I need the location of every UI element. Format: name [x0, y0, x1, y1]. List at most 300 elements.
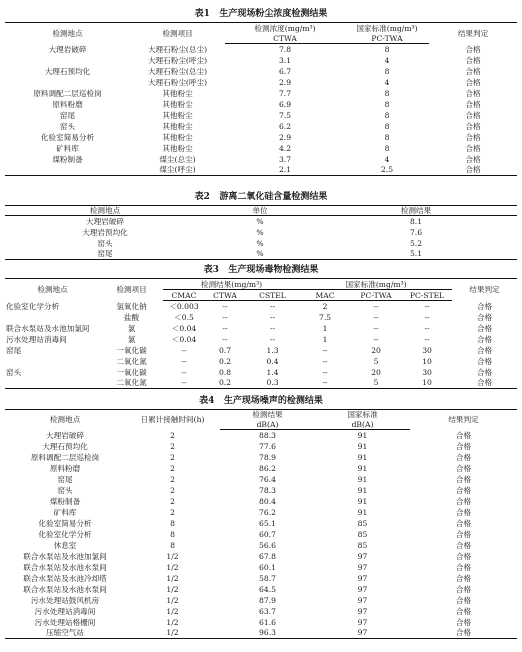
cell-std: 97 — [315, 628, 410, 639]
table-row — [5, 452, 517, 463]
cell-item: 其他粉尘 — [162, 121, 193, 131]
cell-location: 压缩空气站 — [5, 628, 125, 639]
cell-hours: 1/2 — [166, 606, 179, 616]
table-row — [5, 606, 517, 617]
cell-location: 窑尾 — [6, 345, 22, 355]
cell-ctwa: 6.2 — [278, 121, 292, 131]
cell-verdict: 合格 — [455, 529, 472, 539]
t1-header-location: 检测地点 — [5, 23, 130, 44]
cell-verdict: 合格 — [455, 540, 472, 550]
cell-result: 87.9 — [259, 595, 276, 605]
cell-ctwa: 7.5 — [278, 110, 292, 120]
cell-result: 60.1 — [259, 562, 276, 572]
cell-cstel: 0.3 — [245, 378, 300, 389]
cell-location — [5, 356, 100, 367]
table-row — [5, 518, 517, 529]
t4-header-std: 国家标准 — [315, 410, 410, 420]
cell-hours: 2 — [170, 474, 175, 484]
cell-unit: % — [256, 227, 264, 237]
cell-verdict: 合格 — [455, 584, 472, 594]
cell-hours: 2 — [170, 507, 175, 517]
cell-result: 80.4 — [259, 496, 276, 506]
cell-pctwa: -- — [373, 312, 379, 322]
cell-verdict: 合格 — [465, 88, 481, 98]
cell-verdict: 合格 — [455, 507, 472, 517]
cell-std: 97 — [357, 551, 368, 561]
table-row — [5, 88, 517, 99]
t4-header-location: 检测地点 — [5, 410, 125, 430]
cell-item: 煤尘(呼尘) — [130, 165, 225, 176]
table-row — [5, 227, 517, 238]
table4-noise — [5, 409, 517, 639]
cell-verdict: 合格 — [455, 518, 472, 528]
cell-ctwa: 7.8 — [278, 44, 292, 54]
cell-result: 63.7 — [259, 606, 276, 616]
cell-item: 其他粉尘 — [162, 132, 193, 142]
cell-ctwa: 3.1 — [278, 55, 292, 65]
cell-verdict: 合格 — [455, 441, 472, 451]
cell-std: 97 — [357, 573, 368, 583]
cell-location: 联合水泵站及水池冷却塔 — [23, 573, 107, 583]
table-row — [5, 345, 517, 356]
cell-location: 矿料库 — [53, 507, 77, 517]
cell-location: 大理岩破碎 — [86, 216, 124, 226]
cell-mac: -- — [322, 356, 328, 366]
cell-std: 91 — [357, 463, 368, 473]
table-row — [5, 628, 517, 639]
cell-std: 97 — [357, 584, 368, 594]
cell-verdict: 合格 — [465, 77, 481, 87]
table-row — [5, 55, 517, 66]
t3-header-pctwa: PC-TWA — [350, 290, 402, 301]
cell-result: 58.7 — [259, 573, 276, 583]
t3-header-cstel: CSTEL — [245, 290, 300, 301]
table-row — [5, 378, 517, 389]
table-row — [5, 77, 517, 88]
cell-ctwa: 0.7 — [218, 345, 232, 355]
cell-verdict: 合格 — [465, 121, 481, 131]
cell-result: 76.4 — [259, 474, 276, 484]
t4-header-hours: 日累计接触时间(h) — [125, 410, 220, 430]
cell-hours: 8 — [170, 529, 175, 539]
cell-pctwa: 8 — [384, 88, 390, 98]
cell-item: 煤尘(总尘) — [159, 154, 196, 164]
cell-result: 78.9 — [259, 452, 276, 462]
cell-verdict: 合格 — [455, 606, 472, 616]
cell-pctwa: 8 — [384, 99, 390, 109]
cell-ctwa: 0.2 — [218, 356, 232, 366]
cell-result: 77.6 — [259, 441, 276, 451]
cell-location: 休息室 — [53, 540, 77, 550]
table-row — [5, 584, 517, 595]
cell-hours: 2 — [170, 463, 175, 473]
cell-location — [5, 312, 100, 323]
cell-mac: -- — [322, 345, 328, 355]
cell-pctwa: 4 — [384, 154, 390, 164]
cell-location: 化验室简易分析 — [40, 132, 95, 142]
cell-cstel: -- — [269, 312, 276, 322]
t3-header-pcstel: PC-STEL — [402, 290, 452, 301]
cell-unit: % — [205, 249, 315, 260]
table-row — [5, 617, 517, 628]
cell-result: 7.6 — [409, 227, 423, 237]
cell-ctwa: 0.2 — [205, 378, 245, 389]
table3-body — [5, 301, 517, 389]
t3-header-cmac: CMAC — [163, 290, 205, 301]
cell-item: 一氧化碳 — [116, 367, 147, 377]
table-row — [5, 595, 517, 606]
cell-result: 96.3 — [220, 628, 315, 639]
table3-toxic-substances — [5, 278, 517, 389]
cell-verdict: 合格 — [452, 378, 517, 389]
cell-verdict: 合格 — [476, 312, 493, 322]
cell-item: 大理石粉尘(总尘) — [147, 66, 208, 76]
table2-body — [5, 216, 517, 260]
cell-mac: -- — [300, 378, 350, 389]
table-row — [5, 312, 517, 323]
t1-header-ctwa: CTWA — [225, 34, 345, 44]
cell-hours: 2 — [170, 430, 175, 440]
table-row — [5, 573, 517, 584]
cell-hours: 1/2 — [166, 584, 179, 594]
cell-location: 大理石预均化 — [42, 441, 88, 451]
cell-ctwa: -- — [222, 334, 228, 344]
cell-location: 联合水泵站及水池加氯间 — [23, 551, 107, 561]
cell-location: 窑尾 — [59, 110, 76, 120]
cell-std: 91 — [357, 474, 368, 484]
cell-item: 二氧化氮 — [100, 378, 163, 389]
table3-caption: 表3 生产现场毒物检测结果 — [203, 265, 319, 275]
cell-ctwa: -- — [222, 323, 228, 333]
cell-std: 91 — [357, 430, 368, 440]
cell-std: 97 — [357, 617, 368, 627]
cell-verdict: 合格 — [455, 463, 472, 473]
cell-unit: % — [256, 216, 264, 226]
cell-item: 其他粉尘 — [162, 88, 193, 98]
cell-ctwa: 2.9 — [278, 77, 292, 87]
cell-result: 5.1 — [315, 249, 517, 260]
cell-item: 大理石粉尘(总尘) — [147, 44, 208, 54]
cell-cstel: 1.3 — [266, 345, 279, 355]
cell-location: 原料粉磨 — [49, 463, 81, 473]
cell-location: 矿料库 — [56, 143, 79, 153]
cell-std: 91 — [357, 441, 368, 451]
cell-cmac: ＜0.04 — [171, 323, 197, 333]
table-row — [5, 463, 517, 474]
cell-location — [5, 165, 130, 176]
cell-mac: 1 — [322, 334, 328, 344]
cell-std: 85 — [357, 518, 368, 528]
cell-location — [5, 378, 100, 389]
table-row — [5, 44, 517, 55]
table-row — [5, 507, 517, 518]
cell-location: 联合水泵站及水池水泵间 — [23, 562, 107, 572]
t1-header-std: 国家标准(mg/m³) — [345, 23, 429, 34]
t3-header-std-group: 国家标准(mg/m³) — [300, 279, 452, 290]
cell-std: 91 — [357, 496, 368, 506]
t3-header-result-group: 检测结果(mg/m³) — [163, 279, 300, 290]
cell-cmac: -- — [163, 378, 205, 389]
cell-verdict: 合格 — [476, 323, 493, 333]
cell-std: 85 — [357, 540, 368, 550]
cell-location: 大理岩预均化 — [82, 227, 128, 237]
t1-header-pctwa: PC-TWA — [345, 34, 429, 44]
cell-location — [5, 77, 130, 88]
cell-verdict: 合格 — [465, 110, 481, 120]
cell-hours: 1/2 — [166, 551, 179, 561]
cell-location: 窑尾 — [57, 474, 73, 484]
cell-result: 64.5 — [259, 584, 276, 594]
cell-verdict: 合格 — [476, 301, 493, 311]
cell-item: 盐酸 — [123, 312, 140, 322]
cell-result: 60.7 — [259, 529, 276, 539]
cell-location: 化验室化学分析 — [38, 529, 92, 539]
cell-ctwa: 7.7 — [278, 88, 292, 98]
cell-location: 窑头 — [97, 238, 113, 248]
cell-verdict: 合格 — [476, 345, 493, 355]
cell-pctwa: 4 — [384, 77, 390, 87]
table-row — [5, 249, 517, 260]
cell-pctwa: 8 — [384, 121, 390, 131]
cell-item: 氢氧化钠 — [116, 301, 147, 311]
cell-ctwa: 2.1 — [225, 165, 345, 176]
t3-header-mac: MAC — [300, 290, 350, 301]
table-row — [5, 66, 517, 77]
cell-pctwa: -- — [373, 323, 379, 333]
cell-verdict: 合格 — [465, 132, 481, 142]
cell-location: 联合水泵站及水池加氯间 — [6, 323, 90, 333]
cell-pctwa: 20 — [371, 345, 381, 355]
cell-hours: 8 — [170, 540, 175, 550]
cell-result: 67.8 — [259, 551, 276, 561]
cell-cmac: ＜0.003 — [169, 301, 199, 311]
table2-silica-content — [5, 205, 517, 260]
cell-location: 窑尾 — [5, 249, 205, 260]
cell-pcstel: 10 — [422, 356, 432, 366]
t4-header-verdict: 结果判定 — [410, 410, 517, 430]
cell-hours: 1/2 — [125, 628, 220, 639]
cell-hours: 1/2 — [166, 562, 179, 572]
cell-verdict: 合格 — [465, 44, 481, 54]
cell-pctwa: 20 — [371, 367, 381, 377]
cell-pctwa: 8 — [384, 66, 390, 76]
cell-verdict: 合格 — [455, 496, 472, 506]
cell-pctwa: -- — [373, 334, 379, 344]
cell-cmac: -- — [181, 356, 187, 366]
cell-pctwa: 2.5 — [345, 165, 429, 176]
cell-ctwa: 3.7 — [278, 154, 292, 164]
cell-verdict: 合格 — [465, 154, 481, 164]
cell-ctwa: -- — [222, 312, 228, 322]
cell-pctwa: -- — [373, 301, 379, 311]
cell-hours: 1/2 — [166, 617, 179, 627]
table-row — [5, 323, 517, 334]
table-row — [5, 540, 517, 551]
cell-verdict: 合格 — [455, 474, 472, 484]
cell-hours: 2 — [170, 496, 175, 506]
cell-std: 91 — [357, 507, 368, 517]
cell-ctwa: 2.9 — [278, 132, 292, 142]
cell-ctwa: -- — [222, 301, 228, 311]
cell-std: 91 — [357, 485, 368, 495]
cell-verdict: 合格 — [410, 628, 517, 639]
table-row — [5, 485, 517, 496]
cell-verdict: 合格 — [465, 55, 481, 65]
cell-location: 原料调配二层巡检岗 — [30, 452, 100, 462]
cell-ctwa: 6.9 — [278, 99, 292, 109]
t3-header-location: 检测地点 — [5, 279, 100, 301]
table1-caption: 表1 生产现场粉尘浓度检测结果 — [194, 9, 328, 19]
table-row — [5, 441, 517, 452]
cell-location: 大理岩破碎 — [48, 44, 87, 54]
cell-pcstel: 30 — [422, 345, 432, 355]
cell-location: 化验室简易分析 — [38, 518, 92, 528]
table-row — [5, 474, 517, 485]
cell-item: 二氧化氮 — [116, 356, 147, 366]
cell-verdict: 合格 — [476, 356, 493, 366]
table-row — [5, 132, 517, 143]
cell-verdict: 合格 — [455, 617, 472, 627]
cell-item: 氯 — [127, 323, 136, 333]
table-row — [5, 356, 517, 367]
cell-verdict: 合格 — [465, 99, 481, 109]
cell-pcstel: -- — [424, 334, 430, 344]
cell-pctwa: 4 — [384, 55, 390, 65]
cell-cstel: -- — [269, 301, 276, 311]
cell-item: 其他粉尘 — [162, 143, 193, 153]
cell-pcstel: -- — [424, 312, 430, 322]
t3-header-ctwa: CTWA — [205, 290, 245, 301]
table-row — [5, 430, 517, 441]
cell-pctwa: 8 — [384, 143, 390, 153]
cell-pctwa: 8 — [384, 132, 390, 142]
t4-header-result: 检测结果 — [220, 410, 315, 420]
cell-cmac: -- — [181, 345, 187, 355]
cell-verdict: 合格 — [465, 143, 481, 153]
cell-pcstel: -- — [424, 301, 430, 311]
cell-std: 97 — [357, 606, 368, 616]
t2-header-unit: 单位 — [205, 206, 315, 216]
t1-header-item: 检测项目 — [130, 23, 225, 44]
cell-cstel: 0.4 — [266, 356, 279, 366]
cell-std: 91 — [357, 452, 368, 462]
table-row — [5, 334, 517, 345]
cell-verdict: 合格 — [465, 66, 481, 76]
cell-verdict: 合格 — [476, 367, 493, 377]
cell-verdict: 合格 — [455, 551, 472, 561]
cell-verdict: 合格 — [455, 430, 472, 440]
table-row — [5, 301, 517, 312]
cell-hours: 2 — [170, 452, 175, 462]
table-row — [5, 121, 517, 132]
cell-location: 原料粉磨 — [52, 99, 83, 109]
cell-item: 氯 — [127, 334, 136, 344]
cell-cmac: -- — [181, 367, 187, 377]
cell-pctwa: 5 — [350, 378, 402, 389]
table-row — [5, 551, 517, 562]
cell-item: 其他粉尘 — [162, 99, 193, 109]
cell-hours: 8 — [170, 518, 175, 528]
cell-location: 大理岩破碎 — [46, 430, 84, 440]
cell-result: 86.2 — [259, 463, 276, 473]
cell-result: 56.6 — [259, 540, 276, 550]
cell-mac: 2 — [322, 301, 328, 311]
cell-pcstel: 30 — [422, 367, 432, 377]
cell-hours: 2 — [170, 485, 175, 495]
cell-verdict: 合格 — [476, 334, 493, 344]
cell-ctwa: 4.2 — [278, 143, 292, 153]
cell-location: 煤粉制备 — [49, 496, 81, 506]
table4-body — [5, 430, 517, 639]
cell-mac: 7.5 — [318, 312, 332, 322]
cell-location: 窑头 — [57, 485, 73, 495]
cell-location: 联合水泵站及水池水泵间 — [23, 584, 107, 594]
cell-pcstel: 10 — [402, 378, 452, 389]
t3-header-verdict: 结果判定 — [452, 279, 517, 301]
cell-cstel: -- — [269, 323, 276, 333]
cell-mac: 1 — [322, 323, 328, 333]
cell-verdict: 合格 — [455, 485, 472, 495]
table-row — [5, 367, 517, 378]
cell-cmac: ＜0.04 — [171, 334, 197, 344]
cell-result: 5.2 — [409, 238, 423, 248]
cell-cstel: 1.4 — [266, 367, 279, 377]
cell-hours: 1/2 — [166, 595, 179, 605]
cell-pctwa: 8 — [384, 44, 390, 54]
cell-location: 窑头 — [59, 121, 76, 131]
cell-item: 一氧化碳 — [116, 345, 147, 355]
cell-location: 煤粉制备 — [52, 154, 83, 164]
cell-result: 65.1 — [259, 518, 276, 528]
cell-hours: 1/2 — [166, 573, 179, 583]
t4-header-std-unit: dB(A) — [315, 420, 410, 430]
cell-result: 8.1 — [409, 216, 423, 226]
cell-item: 其他粉尘 — [162, 110, 193, 120]
cell-location: 污水处理站鼓风机房 — [30, 595, 100, 605]
cell-location: 污水处理站格栅间 — [34, 617, 96, 627]
cell-hours: 2 — [170, 441, 175, 451]
cell-result: 88.3 — [259, 430, 276, 440]
table1-body — [5, 44, 517, 176]
cell-std: 85 — [357, 529, 368, 539]
cell-pctwa: 5 — [373, 356, 379, 366]
table-row — [5, 562, 517, 573]
table-row — [5, 216, 517, 227]
cell-ctwa: 6.7 — [278, 66, 292, 76]
table1-dust-concentration — [5, 22, 517, 176]
cell-verdict: 合格 — [455, 452, 472, 462]
cell-item: 大理石粉尘(呼尘) — [147, 55, 208, 65]
cell-verdict: 合格 — [455, 595, 472, 605]
table-row — [5, 496, 517, 507]
cell-result: 61.6 — [259, 617, 276, 627]
cell-std: 97 — [357, 562, 368, 572]
cell-ctwa: 0.8 — [218, 367, 232, 377]
table2-caption: 表2 游离二氧化硅含量检测结果 — [194, 192, 328, 202]
table-row — [5, 99, 517, 110]
cell-mac: -- — [322, 367, 328, 377]
cell-verdict: 合格 — [455, 562, 472, 572]
t3-header-item: 检测项目 — [100, 279, 163, 301]
cell-item: 大理石粉尘(呼尘) — [147, 77, 208, 87]
cell-location: 窑头 — [6, 367, 22, 377]
table-row — [5, 238, 517, 249]
cell-location: 污水处理站消毒间 — [34, 606, 96, 616]
cell-unit: % — [256, 238, 264, 248]
cell-pcstel: -- — [424, 323, 430, 333]
table-row — [5, 165, 517, 176]
t1-header-verdict: 结果判定 — [429, 23, 517, 44]
